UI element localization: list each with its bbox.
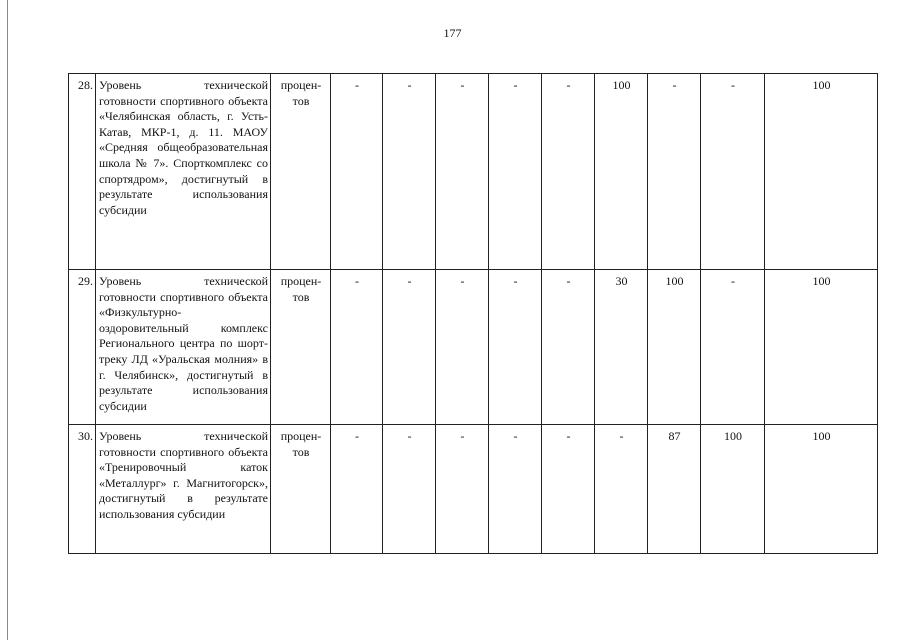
indicator-description: Уровень технической готовности спортивного объекта «Челябинская область, г. Усть-Катав, МКР-1, д. 11. МАОУ «Средняя общеобразовательная школа № 7». Спорткомплекс со спортядром», достигнутый в результате использования субсидии	[96, 74, 271, 270]
value-cell: -	[436, 425, 489, 554]
unit-cell	[271, 270, 331, 425]
table-row	[69, 74, 878, 270]
value-cell: -	[331, 270, 383, 425]
unit-label: процен- тов	[280, 274, 322, 304]
value-cell: 100	[765, 74, 878, 270]
value-cell: -	[436, 74, 489, 270]
value-cell: 30	[595, 270, 648, 425]
value-cell: 100	[595, 74, 648, 270]
value-cell: -	[331, 425, 383, 554]
indicator-description: Уровень технической готовности спортивного объекта «Тренировочный каток «Металлург» г. Магнитогорск», достигнутый в результате использования субсидии	[96, 425, 271, 554]
indicators-table	[68, 73, 878, 554]
value-cell: -	[542, 425, 595, 554]
value-cell: -	[595, 425, 648, 554]
indicator-description: Уровень технической готовности спортивного объекта «Физкультурно-оздоровительный комплекс Регионального центра по шорт-треку ЛД «Уральская молния» в г. Челябинск», достигнутый в результате использования субсидии	[96, 270, 271, 425]
value-cell: -	[383, 270, 436, 425]
value-cell: -	[542, 270, 595, 425]
unit-label: процен- тов	[280, 78, 322, 108]
value-cell: -	[648, 74, 701, 270]
value-cell: -	[489, 270, 542, 425]
unit-cell	[271, 425, 331, 554]
value-cell: -	[383, 74, 436, 270]
value-cell: 87	[648, 425, 701, 554]
value-cell: 100	[648, 270, 701, 425]
value-cell: 100	[765, 270, 878, 425]
value-cell: 100	[765, 425, 878, 554]
row-number: 30.	[69, 425, 96, 554]
value-cell: -	[489, 425, 542, 554]
value-cell: 100	[701, 425, 765, 554]
table-row	[69, 425, 878, 554]
value-cell: -	[489, 74, 542, 270]
value-cell: -	[701, 270, 765, 425]
page-number: 177	[443, 26, 462, 40]
value-cell: -	[383, 425, 436, 554]
row-number: 28.	[69, 74, 96, 270]
unit-cell	[271, 74, 331, 270]
table-row	[69, 270, 878, 425]
value-cell: -	[701, 74, 765, 270]
value-cell: -	[542, 74, 595, 270]
left-margin-rule	[7, 0, 8, 640]
row-number: 29.	[69, 270, 96, 425]
value-cell: -	[436, 270, 489, 425]
unit-label: процен- тов	[280, 429, 322, 459]
value-cell: -	[331, 74, 383, 270]
